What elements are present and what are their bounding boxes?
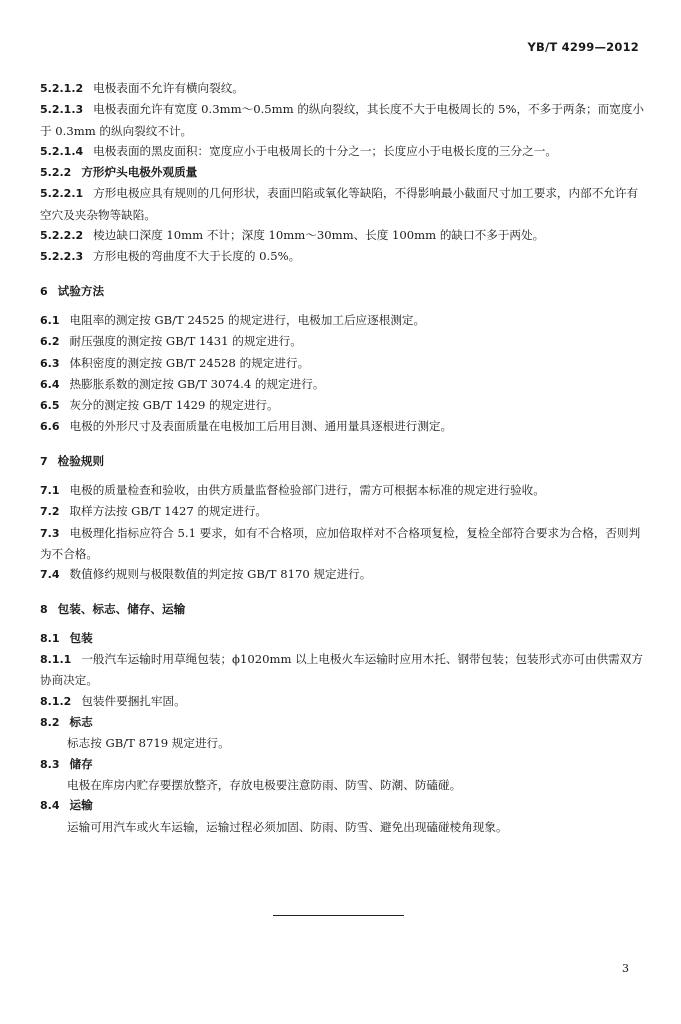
clause-number: 5.2.2	[40, 166, 72, 180]
clause-6-5	[40, 395, 645, 416]
clause-text: 电阻率的测定按 GB/T 24525 的规定进行，电极加工后应逐根测定。	[69, 312, 426, 327]
clause-number: 5.2.2.2	[40, 229, 84, 243]
section-title: 试验方法	[57, 283, 105, 298]
clause-number: 8.1.2	[40, 694, 72, 708]
heading-8-2	[40, 712, 645, 733]
clause-number: 8.3	[40, 757, 60, 771]
clause-text: 方形电极应具有规则的几何形状，表面凹陷或氧化等缺陷，不得影响最小截面尺寸加工要求，内部不允许有空穴及夹杂物等缺陷。	[40, 186, 639, 222]
heading-8-4	[40, 795, 645, 816]
clause-text: 灰分的测定按 GB/T 1429 的规定进行。	[69, 398, 279, 413]
clause-6-6	[40, 416, 645, 437]
clause-6-1	[40, 310, 645, 331]
clause-number: 7.1	[40, 484, 60, 498]
clause-8-1-2	[40, 691, 645, 712]
heading-text: 包装	[69, 630, 93, 645]
document-code: YB/T 4299—2012	[527, 40, 639, 54]
page-number: 3	[622, 962, 629, 975]
clause-number: 6.1	[40, 313, 60, 327]
clause-8-3-text	[40, 775, 645, 795]
heading-text: 储存	[69, 756, 93, 771]
clause-6-3	[40, 353, 645, 374]
clause-text: 取样方法按 GB/T 1427 的规定进行。	[69, 504, 268, 519]
clause-7-1	[40, 480, 645, 501]
clause-number: 6.4	[40, 377, 60, 391]
heading-8-3	[40, 754, 645, 775]
clause-text: 电极表面的黑皮面积：宽度应小于电极周长的十分之一；长度应小于电极长度的三分之一。	[93, 143, 557, 158]
section-number: 6	[40, 284, 48, 298]
clause-number: 6.3	[40, 356, 60, 370]
heading-8-1	[40, 628, 645, 649]
clause-text: 棱边缺口深度 10mm 不计；深度 10mm～30mm、长度 100mm 的缺口不多于两处。	[93, 228, 545, 243]
section-heading-8	[40, 599, 645, 620]
clause-7-4	[40, 564, 645, 585]
clause-number: 8.4	[40, 799, 60, 813]
clause-number: 6.2	[40, 335, 60, 349]
clause-8-1-1	[40, 649, 645, 691]
clause-7-2	[40, 501, 645, 522]
clause-number: 6.5	[40, 399, 60, 413]
clause-text: 耐压强度的测定按 GB/T 1431 的规定进行。	[69, 334, 302, 349]
clause-8-4-text	[40, 817, 645, 837]
clause-number: 7.4	[40, 568, 60, 582]
clause-text: 电极的外形尺寸及表面质量在电极加工后用目测、通用量具逐根进行测定。	[69, 419, 453, 434]
clause-text: 电极表面不允许有横向裂纹。	[93, 81, 244, 95]
section-number: 8	[40, 602, 48, 616]
clause-text: 一般汽车运输时用草绳包装；ϕ1020mm 以上电极火车运输时应用木托、钢带包装；包装形式亦可由供需双方协商决定。	[40, 652, 643, 688]
clause-text: 电极表面允许有宽度 0.3mm～0.5mm 的纵向裂纹，其长度不大于电极周长的 5%，不多于两条；而宽度小于 0.3mm 的纵向裂纹不计。	[40, 102, 645, 138]
section-number: 7	[40, 454, 48, 468]
clause-text: 电极理化指标应符合 5.1 要求，如有不合格项，应加倍取样对不合格项复检，复检全部符合要求为合格，否则判为不合格。	[40, 525, 641, 561]
clause-number: 5.2.1.2	[40, 82, 84, 95]
clause-number: 8.1	[40, 631, 60, 645]
clause-number: 6.6	[40, 420, 60, 434]
clause-number: 7.2	[40, 505, 60, 519]
clause-5-2-1-4	[40, 141, 645, 162]
section-title: 包装、标志、储存、运输	[57, 601, 186, 616]
section-heading-7	[40, 451, 645, 472]
clause-text: 运输可用汽车或火车运输，运输过程必须加固、防雨、防雪、避免出现磕碰棱角现象。	[67, 819, 508, 834]
clause-text: 包装件要捆扎牢固。	[81, 693, 186, 708]
clause-number: 8.1.1	[40, 653, 72, 667]
clause-text: 标志按 GB/T 8719 规定进行。	[67, 736, 230, 751]
clause-number: 5.2.2.1	[40, 187, 84, 201]
clause-number: 5.2.1.4	[40, 144, 84, 158]
section-heading-6	[40, 281, 645, 302]
clause-number: 7.3	[40, 526, 60, 540]
heading-text: 方形炉头电极外观质量	[81, 165, 198, 180]
clause-5-2-2-2	[40, 225, 645, 246]
clause-text: 数值修约规则与极限数值的判定按 GB/T 8170 规定进行。	[69, 567, 372, 582]
clause-number: 8.2	[40, 716, 60, 730]
clause-text: 电极的质量检查和验收，由供方质量监督检验部门进行，需方可根据本标准的规定进行验收。	[69, 483, 545, 498]
clause-number: 5.2.1.3	[40, 103, 84, 117]
clause-number: 5.2.2.3	[40, 250, 84, 264]
clause-5-2-2-3	[40, 246, 645, 267]
heading-5-2-2	[40, 162, 645, 183]
clause-text: 体积密度的测定按 GB/T 24528 的规定进行。	[69, 355, 310, 370]
clause-5-2-1-2	[40, 78, 645, 99]
clause-text: 方形电极的弯曲度不大于长度的 0.5%。	[93, 249, 301, 264]
clause-5-2-1-3	[40, 99, 645, 141]
clause-text: 热膨胀系数的测定按 GB/T 3074.4 的规定进行。	[69, 376, 325, 391]
document-body	[40, 78, 645, 837]
clause-5-2-2-1	[40, 183, 645, 225]
clause-6-4	[40, 374, 645, 395]
clause-7-3	[40, 523, 645, 565]
heading-text: 标志	[69, 715, 93, 730]
clause-text: 电极在库房内贮存要摆放整齐，存放电极要注意防雨、防雪、防潮、防磕碰。	[67, 777, 462, 792]
clause-6-2	[40, 331, 645, 352]
heading-text: 运输	[69, 798, 93, 813]
section-title: 检验规则	[57, 453, 105, 468]
end-rule	[273, 915, 404, 916]
clause-8-2-text	[40, 733, 645, 753]
